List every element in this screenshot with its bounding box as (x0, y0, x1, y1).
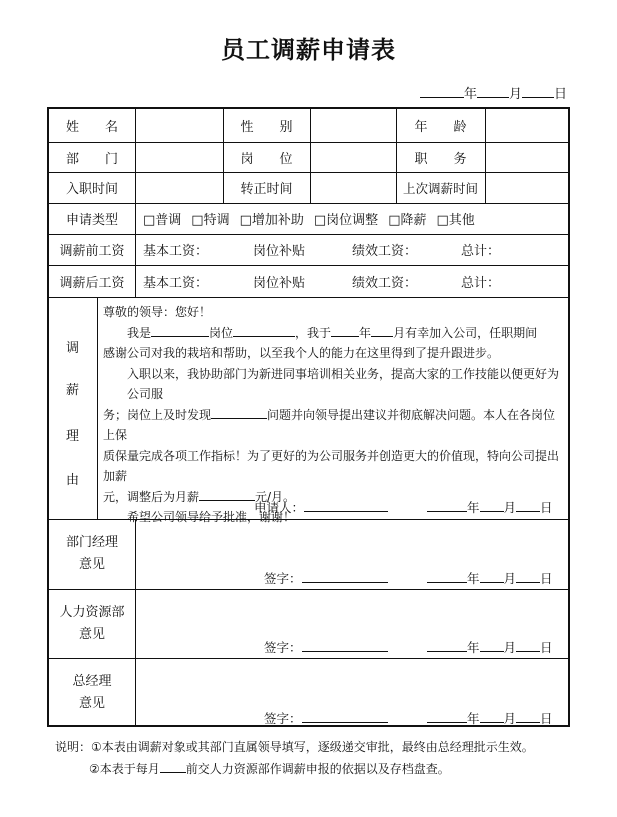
duty-label: 职 务 (414, 151, 467, 167)
reason-greeting: 尊敬的领导：您好！ (103, 305, 212, 319)
hire-time-input[interactable] (135, 172, 223, 203)
department-label: 部 门 (65, 151, 118, 167)
before-post-allowance[interactable]: 岗位补贴 (253, 244, 306, 259)
apply-type-options (143, 203, 563, 234)
reason-p2-f: 元/月。 (255, 489, 296, 504)
note-line-2b: 前交人力资源部作调薪申报的依据以及存档盘查。 (185, 762, 450, 776)
department-input[interactable] (135, 142, 223, 172)
reason-char-4: 由 (66, 473, 80, 488)
gm-label-2: 意见 (78, 695, 105, 711)
after-salary-label: 调薪后工资 (59, 275, 125, 291)
post-label: 岗 位 (240, 151, 293, 167)
hr-sign[interactable]: 签字： (264, 638, 388, 656)
reason-p2-b: 务；岗位上及时发现 (103, 407, 212, 422)
reason-blank-name[interactable] (151, 324, 209, 337)
before-total[interactable]: 总计： (461, 244, 501, 259)
applicant-date[interactable]: 年 月 日 (427, 498, 553, 516)
reason-p1-c: ，我于 (295, 325, 332, 340)
note-line-2a: ②本表于每月 (89, 762, 160, 776)
hire-time-label: 入职时间 (65, 182, 118, 197)
reason-p2-a: 入职以来，我协助部门为新进同事培训相关业务，提高大家的工作技能以便更好为公司服 (127, 366, 560, 401)
reason-p1-f: 感谢公司对我的栽培和帮助，以至我个人的能力在这里得到了提升跟进步。 (103, 346, 500, 360)
reason-char-2: 薪 (66, 383, 80, 398)
hr-label-1: 人力资源部 (59, 604, 125, 620)
dept-manager-date[interactable]: 年 月 日 (427, 569, 553, 587)
last-adjust-time-label: 上次调薪时间 (402, 180, 478, 196)
before-base-salary[interactable]: 基本工资： (143, 244, 209, 259)
apply-type-label: 申请类型 (65, 213, 118, 228)
option-reduce[interactable]: □降薪 (388, 213, 427, 228)
age-label: 年 龄 (414, 120, 467, 135)
name-input[interactable] (135, 109, 223, 142)
reason-blank-salary[interactable] (199, 488, 255, 501)
reason-p3: 希望公司领导给予批准，谢谢！ (127, 510, 296, 524)
before-perf-salary[interactable]: 绩效工资： (352, 244, 418, 259)
note-line-1: 说明：①本表由调薪对象或其部门直属领导填写，逐级递交审批，最终由总经理批示生效。 (55, 740, 534, 754)
gender-label: 性 别 (240, 120, 293, 135)
name-label: 姓 名 (65, 120, 118, 135)
reason-blank-year[interactable] (331, 324, 359, 337)
header-year-label: 年 (463, 87, 477, 102)
applicant-label: 申请人： (254, 500, 305, 515)
before-salary-label: 调薪前工资 (59, 244, 125, 259)
hr-label-2: 意见 (78, 626, 105, 642)
gm-label-1: 总经理 (72, 673, 112, 689)
reason-p2-d: 质保量完成各项工作指标！为了更好的为公司服务并创造更大的价值现，特向公司提出加薪 (103, 448, 560, 483)
note-blank-day[interactable] (160, 760, 186, 773)
option-special[interactable]: □特调 (191, 213, 230, 228)
regular-time-label: 转正时间 (240, 182, 293, 197)
dept-manager-opinion-label (49, 519, 135, 589)
dept-manager-sign[interactable]: 签字： (264, 569, 388, 587)
gm-opinion-label (49, 658, 135, 727)
age-input[interactable] (485, 109, 568, 142)
reason-p1-b: 岗位 (209, 325, 234, 340)
application-form (47, 107, 570, 727)
reason-char-3: 理 (66, 429, 80, 444)
hr-date[interactable]: 年 月 日 (427, 638, 553, 656)
header-month-label: 月 (508, 87, 522, 102)
reason-body (103, 302, 563, 528)
dept-manager-label-1: 部门经理 (65, 535, 118, 550)
gender-input[interactable] (310, 109, 396, 142)
after-base-salary[interactable]: 基本工资： (143, 275, 209, 291)
reason-blank-month[interactable] (371, 324, 393, 337)
form-notes (55, 736, 534, 780)
after-post-allowance[interactable]: 岗位补贴 (253, 275, 306, 291)
post-input[interactable] (310, 142, 396, 172)
reason-p1-e: 月有幸加入公司，任职期间 (393, 325, 538, 340)
duty-input[interactable] (485, 142, 568, 172)
reason-char-1: 调 (66, 341, 80, 356)
after-perf-salary[interactable]: 绩效工资： (352, 275, 418, 291)
option-post-adjust[interactable]: □岗位调整 (313, 213, 379, 228)
reason-blank-problem[interactable] (211, 406, 267, 419)
gm-date[interactable]: 年 月 日 (427, 709, 553, 727)
reason-blank-post[interactable] (233, 324, 295, 337)
reason-p2-e: 元，调整后为月薪 (103, 489, 200, 504)
header-day-label: 日 (553, 87, 567, 102)
option-general[interactable]: □普调 (143, 213, 182, 228)
last-adjust-time-input[interactable] (485, 172, 568, 203)
option-add-subsidy[interactable]: □增加补助 (239, 213, 304, 228)
reason-p2-c: 问题并向领导提出建议并彻底解决问题。本人在各岗位上保 (103, 407, 556, 442)
dept-manager-label-2: 意见 (78, 557, 105, 572)
reason-p1-d: 年 (359, 325, 372, 340)
hr-opinion-label (49, 589, 135, 658)
reason-p1-a: 我是 (127, 325, 152, 340)
applicant-sign[interactable] (254, 498, 388, 516)
gm-sign[interactable]: 签字： (264, 709, 388, 727)
form-title: 员工调薪申请表 (221, 36, 396, 64)
header-date[interactable] (420, 83, 567, 102)
after-total[interactable]: 总计： (461, 275, 501, 291)
option-other[interactable]: □其他 (436, 213, 475, 228)
regular-time-input[interactable] (310, 172, 396, 203)
